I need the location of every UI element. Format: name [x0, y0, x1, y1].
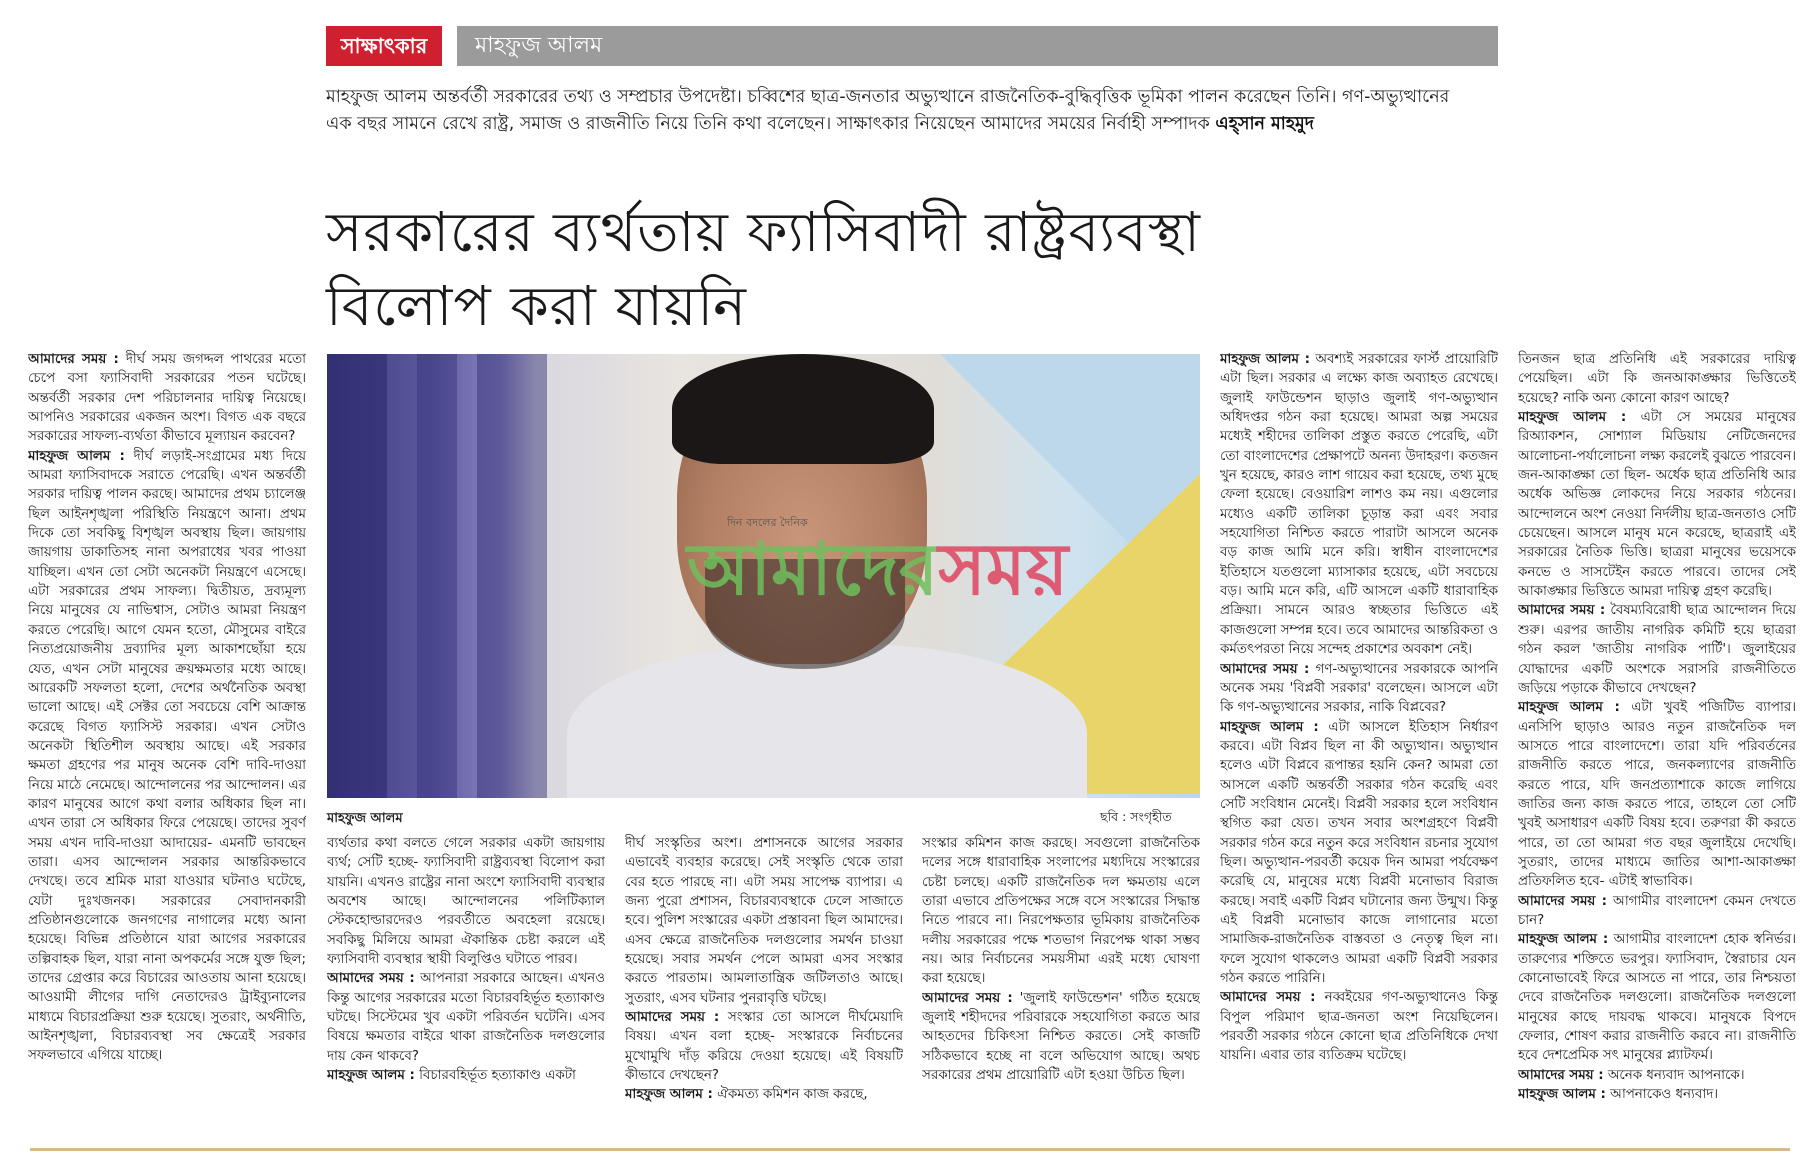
speaker-label: আমাদের সময় :	[1220, 990, 1316, 1006]
paragraph-text: আপনারা সরকারে আছেন। এখনও কিন্তু আগের সরকারের মতো বিচারবহির্ভূত হত্যাকাণ্ড ঘটছে। সিস্টেমের খুব একটা পরিবর্তন ঘটেনি। এসব বিষয়ে ক্ষমতার বাইরে থাকা রাজনৈতিক দলগুলোর দায় কেন থাকবে?	[327, 971, 605, 1064]
speaker-label: আমাদের সময় :	[1220, 661, 1310, 677]
paragraph-text: এটা সে সময়ের মানুষের রিঅ্যাকশন, সোশ্যাল মিডিয়ায় নেটিজেনদের আলোচনা-পর্যালোচনা লক্ষ্য করলেই বুঝতে পারবেন। জন-আকাঙ্ক্ষা তো ছিল- অর্ধেক ছাত্র প্রতিনিধি আর অর্ধেক অভিজ্ঞ লোকদের নিয়ে সরকার গঠনের। আন্দোলনে অংশ নেওয়া নির্দলীয় ছাত্র-জনতাও সেটি চেয়েছেন। আসলে মানুষ মনে করেছে, ছাত্ররাই এই সরকারের নৈতিক ভিত্তি। ছাত্ররা মানুষের ভয়েসকে কনভে ও সাসটেইন করতে পারবে। তাদের সেই আকাঙ্ক্ষার ভিত্তিতে আমরা দায়িত্ব গ্রহণ করেছি।	[1518, 410, 1796, 600]
watermark-subtitle: দিন বদলের দৈনিক	[727, 516, 808, 529]
paragraph	[327, 834, 605, 969]
headline-line-1: সরকারের ব্যর্থতায় ফ্যাসিবাদী রাষ্ট্রব্যবস্থা	[326, 200, 1201, 264]
article-column-4	[922, 834, 1200, 1124]
headline-line-2: বিলোপ করা যায়নি	[326, 274, 747, 338]
paragraph	[625, 1008, 903, 1085]
paragraph-text: আগামীর বাংলাদেশ কেমন দেখতে চান?	[1518, 893, 1796, 928]
speaker-label: মাহফুজ আলম :	[327, 1068, 415, 1084]
paragraph-text: এটা আসলে ইতিহাস নির্ধারণ করবে। এটা বিপ্লব ছিল না কী অভ্যুত্থান। অভ্যুত্থান হলেও এটা বিপ্লবে রূপান্তর হয়নি কেন? আমরা তো আসলে একটি অন্তর্বর্তী সরকার গঠন করেছি এবং সেটি সংবিধান মেনেই। বিপ্লবী সরকার হলে সংবিধান স্থগিত করা যেত। তখন সবার অংশগ্রহণে বিপ্লবী সরকার গঠন করে নতুন করে সংবিধান রচনার সুযোগ ছিল। অভ্যুত্থান-পরবর্তী কয়েক দিন আমরা পর্যবেক্ষণ করেছি যে, মানুষের মধ্যে বিপ্লবী মনোভাব বিরাজ করছে। সবাই একটি বিপ্লব ঘটানোর জন্য উন্মুখ। কিন্তু এই বিপ্লবী মনোভাব কাজে লাগানোর মতো সামাজিক-রাজনৈতিক বাস্তবতা ও নেতৃত্ব ছিল না। ফলে সুযোগ থাকলেও আমরা একটি বিপ্লবী সরকার গঠন করতে পারিনি।	[1220, 719, 1498, 986]
person-name-bar: মাহফুজ আলম	[457, 26, 1498, 66]
paragraph-text: বিচারবহির্ভূত হত্যাকাণ্ড একটা	[414, 1068, 576, 1084]
paragraph-text: অবশ্যই সরকারের ফার্স্ট প্রায়োরিটি এটা ছিল। সরকার এ লক্ষ্যে কাজ অব্যাহত রেখেছে। জুলাই ফাউন্ডেশন ছাড়াও জুলাই গণ-অভ্যুত্থান অধিদপ্তর গঠন করা হয়েছে। আমরা অল্প সময়ের মধ্যেই শহীদের তালিকা প্রস্তুত করতে পেরেছি, এটা তো বাংলাদেশের প্রেক্ষাপটে অনন্য উদাহরণ। কতজন খুন হয়েছে, কারও লাশ গায়েব করা হয়েছে, তথ্য মুছে ফেলা হয়েছে। বেওয়ারিশ লাশও কম নয়। এগুলোর মধ্যেও একটি তালিকা চূড়ান্ত করা এবং সবার সহযোগিতা নিশ্চিত করতে পারাটা আসলে অনেক বড় কাজ আমি মনে করি। স্বাধীন বাংলাদেশের ইতিহাসে যতগুলো ম্যাসাকার হয়েছে, এটা সবচেয়ে বড়। আমি মনে করি, এটি আসলে একটি ধারাবাহিক প্রক্রিয়া। সামনে আরও স্বচ্ছতার ভিত্তিতে এই কাজগুলো সম্পন্ন হবে। তবে আমাদের আন্তরিকতা ও কর্মতৎপরতা নিয়ে সন্দেহ প্রকাশের অবকাশ নেই।	[1220, 352, 1498, 658]
paragraph-text: আপনাকেও ধন্যবাদ।	[1605, 1087, 1719, 1103]
watermark-part-a: আমাদের	[687, 527, 939, 611]
paragraph-text: দীর্ঘ লড়াই-সংগ্রামের মধ্য দিয়ে আমরা ফ্যাসিবাদকে সরাতে পেরেছি। এখন অন্তর্বর্তী সরকার দায়িত্ব পালন করছে। আমাদের প্রথম চ্যালেঞ্জ ছিল আইনশৃঙ্খলা পরিস্থিতি নিয়ন্ত্রণে আনা। প্রথম দিকে তো সবকিছু বিশৃঙ্খল অবস্থায় ছিল। জায়গায় জায়গায় ডাকাতিসহ নানা অপরাধের খবর পাওয়া যাচ্ছিল। এখন তো সেটা অনেকটা নিয়ন্ত্রণে এসেছে। এটা সরকারের প্রথম সাফল্য। দ্বিতীয়ত, দ্রব্যমূল্য নিয়ে মানুষের যে নাভিশ্বাস, সেটাও আমরা নিয়ন্ত্রণ করতে পেরেছি। আগে যেমন হতো, মৌসুমের বাইরে নিত্যপ্রয়োজনীয় দ্রব্যাদির মূল্য আকাশছোঁয়া হয়ে যেত, এখন সেটা মানুষের ক্রয়ক্ষমতার মধ্যে আছে। আরেকটি সফলতা হলো, দেশের অর্থনৈতিক অবস্থা ভালো আছে। এই সেক্টর তো সবচেয়ে বেশি আক্রান্ত করেছে বিগত ফ্যাসিস্ট সরকার। এখন সেটাও অনেকটা স্থিতিশীল অবস্থায় আছে। এই সরকার ক্ষমতা গ্রহণের পর মানুষ অনেক বেশি দাবি-দাওয়া নিয়ে মাঠে নেমেছে। আন্দোলনের পর আন্দোলন। এর কারণ মানুষের আগে কথা বলার অধিকার ছিল না। এখন তারা সে অধিকার ফিরে পেয়েছে। তাদের সুবর্ণ সময় এখন দাবি-দাওয়া আদায়ের- এমনটি ভাবছেন তারা। এসব আন্দোলন সরকার আন্তরিকভাবে দেখছে। তবে শ্রমিক মারা যাওয়ার ঘটনাও ঘটেছে, যেটা দুঃখজনক। সরকারের সেবাদানকারী প্রতিষ্ঠানগুলোকে জনগণের নাগালের মধ্যে আনা হয়েছে। বিভিন্ন প্রতিষ্ঠানে যারা আগের সরকারের তল্পিবাহক ছিল, যারা নানা অপকর্মের সঙ্গে যুক্ত ছিল; তাদের গ্রেপ্তার করে বিচারের আওতায় আনা হয়েছে। আওয়ামী লীগের দাগি নেতাদেরও ট্রাইব্যুনালের মাধ্যমে বিচারপ্রক্রিয়া শুরু হয়েছে। সুতরাং, অর্থনীতি, আইনশৃঙ্খলা, বিচারব্যবস্থা সব ক্ষেত্রেই সরকার সফলভাবে এগিয়ে যাচ্ছে।	[28, 448, 306, 1064]
speaker-label: মাহফুজ আলম :	[28, 448, 125, 464]
paragraph	[1518, 1085, 1796, 1104]
paragraph	[1518, 408, 1796, 601]
paragraph	[28, 447, 306, 1066]
speaker-label: আমাদের সময় :	[625, 1010, 720, 1026]
speaker-label: মাহফুজ আলম :	[1220, 719, 1319, 735]
paragraph	[1518, 698, 1796, 891]
speaker-label: আমাদের সময় :	[1518, 603, 1606, 619]
paragraph	[1220, 660, 1498, 718]
paragraph	[1518, 892, 1796, 931]
watermark-part-b: সময়	[938, 527, 1069, 611]
newspaper-watermark-logo	[687, 529, 1068, 609]
paragraph	[1518, 930, 1796, 1065]
paragraph-text: ঐকমত্য কমিশন কাজ করছে,	[712, 1087, 868, 1103]
speaker-label: মাহফুজ আলম :	[625, 1087, 713, 1103]
speaker-label: আমাদের সময় :	[922, 990, 1013, 1006]
paragraph-text: 'জুলাই ফাউন্ডেশন' গঠিত হয়েছে জুলাই শহীদদের পরিবারকে সহযোগিতা করতে আর আহতদের চিকিৎসা নিশ্চিত করতে। সেই কাজটি সঠিকভাবে হচ্ছে না বলে অভিযোগ আছে। অথচ সরকারের প্রথম প্রায়োরিটি এটা হওয়া উচিত ছিল।	[922, 990, 1200, 1084]
paragraph	[922, 989, 1200, 1086]
article-column-6	[1518, 350, 1796, 1125]
paragraph-text: দীর্ঘ সংস্কৃতির অংশ। প্রশাসনকে আগের সরকার এভাবেই ব্যবহার করেছে। সেই সংস্কৃতি থেকে তারা বের হতে পারছে না। এটা সময় সাপেক্ষ ব্যাপার। এ জন্য পুরো প্রশাসন, বিচারব্যবস্থাকে ঢেলে সাজাতে হবে। পুলিশ সংস্কারের একটা প্রস্তাবনা ছিল আমাদের। এসব ক্ষেত্রে রাজনৈতিক দলগুলোর সমর্থন চাওয়া হয়েছে। সবার সমর্থন পেলে আমরা এসব সংস্কার করতে পারতাম। আমলাতান্ত্রিক জটিলতাও আছে। সুতরাং, এসব ঘটনার পুনরাবৃত্তি ঘটছে।	[625, 836, 903, 1006]
intro-paragraph	[326, 84, 1466, 138]
paragraph-text: গণ-অভ্যুত্থানের সরকারকে আপনি অনেক সময় 'বিপ্লবী সরকার' বলেছেন। আসলে এটা কি গণ-অভ্যুত্থানের সরকার, নাকি বিপ্লবের?	[1220, 661, 1498, 716]
speaker-label: আমাদের সময় :	[327, 971, 415, 987]
paragraph-text: অনেক ধন্যবাদ আপনাকে।	[1603, 1067, 1745, 1083]
paragraph	[1518, 350, 1796, 408]
speaker-label: মাহফুজ আলম :	[1518, 700, 1620, 716]
paragraph-text: দীর্ঘ সময় জগদ্দল পাথরের মতো চেপে বসা ফ্যাসিবাদী সরকারের পতন ঘটেছে। অন্তর্বর্তী সরকার দেশ পরিচালনার দায়িত্ব নিয়েছে। আপনিও সরকারের একজন অংশ। বিগত এক বছরে সরকারের সাফল্য-ব্যর্থতা কীভাবে মূল্যায়ন করবেন?	[28, 352, 306, 445]
paragraph-text: সংস্কার কমিশন কাজ করছে। সবগুলো রাজনৈতিক দলের সঙ্গে ধারাবাহিক সংলাপের মধ্যদিয়ে সংস্কারের চেষ্টা চলছে। একটি রাজনৈতিক দল ক্ষমতায় এলে তারা এভাবে প্রতিপক্ষের সঙ্গে বসে সংস্কারের সিদ্ধান্ত নিতে পারবে না। নিরপেক্ষতার ভূমিকায় রাজনৈতিক দলীয় সরকারের পক্ষে শতভাগ নিরপেক্ষ থাকা সম্ভব নয়। আর নির্বাচনের সময়সীমা এরই মধ্যে ঘোষণা করা হয়েছে।	[922, 836, 1200, 987]
speaker-label: আমাদের সময় :	[28, 352, 119, 367]
paragraph	[327, 1066, 605, 1085]
article-photo	[327, 354, 1200, 798]
speaker-label: আমাদের সময় :	[1518, 893, 1607, 909]
article-column-3	[625, 834, 903, 1124]
speaker-label: আমাদের সময় :	[1518, 1067, 1604, 1083]
paragraph	[625, 1085, 903, 1104]
bottom-rule	[30, 1148, 1790, 1151]
paragraph	[1220, 988, 1498, 1065]
photo-credit: ছবি : সংগৃহীত	[1100, 809, 1172, 824]
paragraph	[1518, 601, 1796, 698]
paragraph	[922, 834, 1200, 989]
paragraph-text: এটা খুবই পজিটিভ ব্যাপার। এনসিপি ছাড়াও আরও নতুন রাজনৈতিক দল আসতে পারে বাংলাদেশে। তারা যদি পরিবর্তনের রাজনীতি করতে পারে, জনকল্যাণের রাজনীতি করতে পারে, যদি জনপ্রত্যাশাকে কাজে লাগিয়ে জাতির জন্য কাজ করতে পারে, তাহলে তো সেটি খুবই অসাধারণ একটি বিষয় হবে। তরুণরা কী করতে পারে, তা তো আমরা গত বছর জুলাইয়ে দেখেছি। সুতরাং, তাদের মাধ্যমে জাতির আশা-আকাঙ্ক্ষা প্রতিফলিত হবে- এটাই স্বাভাবিক।	[1518, 700, 1796, 890]
paragraph-text: ব্যর্থতার কথা বলতে গেলে সরকার একটা জায়গায় ব্যর্থ; সেটি হচ্ছে- ফ্যাসিবাদী রাষ্ট্রব্যবস্থা বিলোপ করা যায়নি। এখনও রাষ্ট্রের নানা অংশে ফ্যাসিবাদী ব্যবস্থার অবশেষ আছে। আন্দোলনের পলিটিক্যাল স্টেকহোল্ডারদেরও পরবর্তীতে অবহেলা রয়েছে। সবকিছু মিলিয়ে আমরা ঐকান্তিক চেষ্টা করলে এই ফ্যাসিবাদী ব্যবস্থার স্থায়ী বিলুপ্তিও ঘটাতে পারব।	[327, 836, 605, 968]
section-tag: সাক্ষাৎকার	[326, 26, 442, 66]
paragraph	[1220, 718, 1498, 989]
paragraph	[1220, 350, 1498, 660]
speaker-label: মাহফুজ আলম :	[1518, 1087, 1606, 1103]
paragraph	[625, 834, 903, 1008]
article-column-1	[28, 350, 306, 1120]
intro-text: মাহফুজ আলম অন্তর্বর্তী সরকারের তথ্য ও সম্প্রচার উপদেষ্টা। চব্বিশের ছাত্র-জনতার অভ্যুত্থানে রাজনৈতিক-বুদ্ধিবৃত্তিক ভূমিকা পালন করেছেন তিনি। গণ-অভ্যুত্থানের এক বছর সামনে রেখে রাষ্ট্র, সমাজ ও রাজনীতি নিয়ে তিনি কথা বলেছেন। সাক্ষাৎকার নিয়েছেন আমাদের সময়ের নির্বাহী সম্পাদক	[326, 87, 1450, 134]
paragraph-text: বৈষম্যবিরোধী ছাত্র আন্দোলন দিয়ে শুরু। এরপর জাতীয় নাগরিক কমিটি হয়ে ছাত্ররা গঠন করল 'জাতীয় নাগরিক পার্টি'। জুলাইয়ের যোদ্ধাদের একটি অংশকে সরাসরি রাজনীতিতে জড়িয়ে পড়াকে কীভাবে দেখছেন?	[1518, 603, 1796, 696]
paragraph-text: নব্বইয়ের গণ-অভ্যুত্থানেও কিন্তু বিপুল পরিমাণ ছাত্র-জনতা অংশ নিয়েছিলেন। পরবর্তী সরকার গঠনে কোনো ছাত্র প্রতিনিধিকে দেখা যায়নি। এবার তার ব্যতিক্রম ঘটেছে।	[1220, 990, 1498, 1064]
speaker-label: মাহফুজ আলম :	[1518, 410, 1627, 426]
photo-caption-name: মাহফুজ আলম	[327, 811, 403, 826]
paragraph	[327, 969, 605, 1066]
paragraph-text: সংস্কার তো আসলে দীর্ঘমেয়াদি বিষয়। এখন বলা হচ্ছে- সংস্কারকে নির্বাচনের মুখোমুখি দাঁড় করিয়ে দেওয়া হয়েছে। এই বিষয়টি কীভাবে দেখছেন?	[625, 1010, 903, 1084]
article-column-5	[1220, 350, 1498, 1125]
paragraph	[1518, 1066, 1796, 1085]
interviewer-name: এহ্‌সান মাহমুদ	[1215, 114, 1314, 134]
paragraph-text: তিনজন ছাত্র প্রতিনিধি এই সরকারের দায়িত্ব পেয়েছিল। এটা কি জনআকাঙ্ক্ষার ভিত্তিতেই হয়েছে? নাকি অন্য কোনো কারণ আছে?	[1518, 352, 1796, 406]
headline	[326, 195, 1326, 343]
article-column-2	[327, 834, 605, 1124]
speaker-label: মাহফুজ আলম :	[1518, 932, 1609, 948]
paragraph	[28, 350, 306, 447]
paragraph-text: আগামীর বাংলাদেশ হোক স্বনির্ভর। তারুণ্যের শক্তিতে ভরপুর। ফ্যাসিবাদ, স্বৈরাচার যেন কোনোভাবেই ফিরে আসতে না পারে, তার নিশ্চয়তা দেবে রাজনৈতিক দলগুলো। রাজনৈতিক দলগুলো মানুষের কাছে দায়বদ্ধ থাকবে। মানুষকে বিপদে ফেলার, শোষণ করার রাজনীতি করবে না। রাজনীতি হবে দেশপ্রেমিক সৎ মানুষের প্ল্যাটফর্ম।	[1518, 932, 1796, 1064]
speaker-label: মাহফুজ আলম :	[1220, 352, 1311, 367]
